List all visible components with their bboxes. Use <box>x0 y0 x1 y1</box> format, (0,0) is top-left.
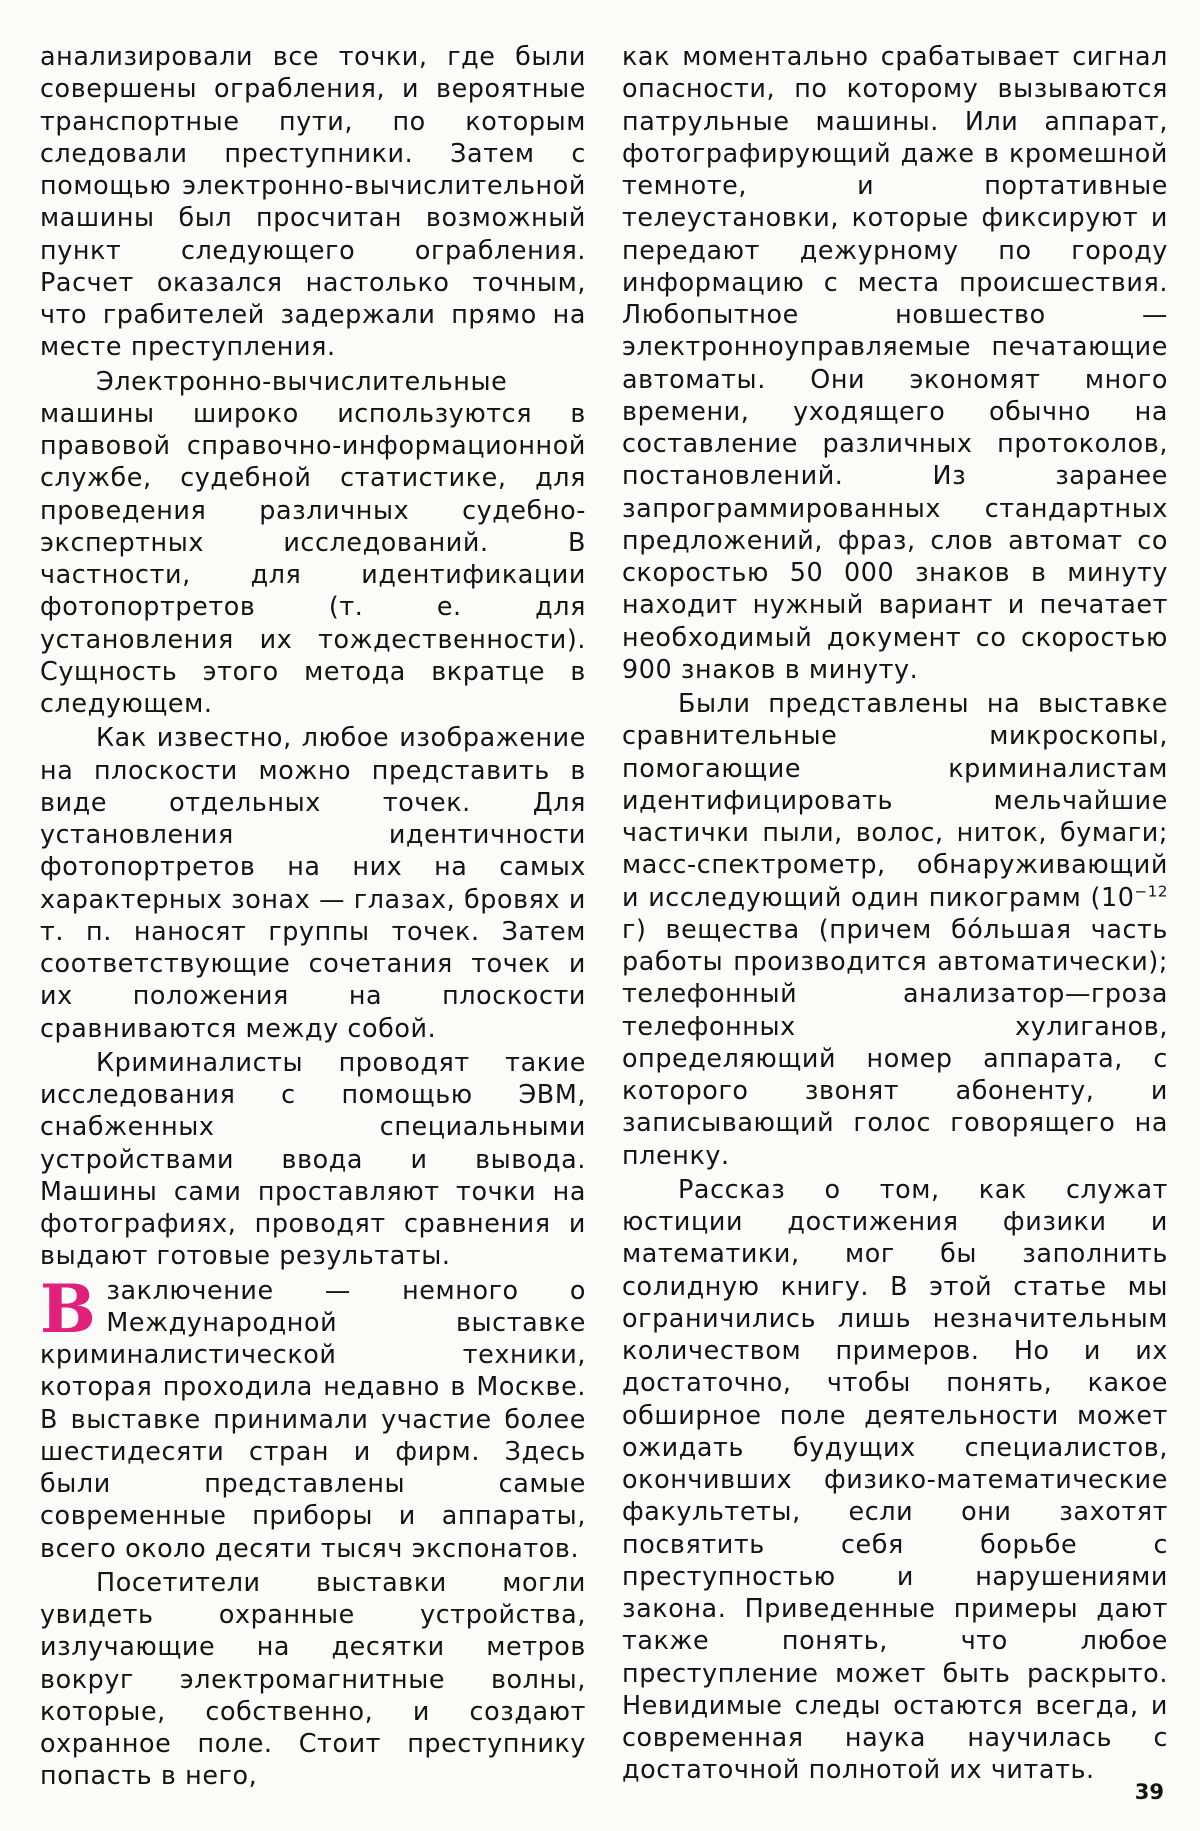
paragraph-text: Были представлены на выставке сравнительные микроскопы, помогающие криминалистам идентифицировать мельчайшие частички пыли, волос, ниток, бумаги; масс-спектрометр, обнаруживающий и исследующий один пикограмм (10 <box>622 688 1168 912</box>
paragraph: анализировали все точки, где были совершены ограбления, и вероятные транспортные пути, по которым следовали преступники. Затем с помощью электронно-вычислительной машины был просчитан возможный пункт следующего ограбления. Расчет оказался настолько точным, что грабителей задержали прямо на месте преступления. <box>40 41 586 362</box>
paragraph-with-dropcap <box>40 1269 586 1564</box>
paragraph: как моментально срабатывает сигнал опасности, по которому вызываются патрульные машины. Или аппарат, фотографирующий даже в кромешной темноте, и портативные телеустановки, которые фиксируют и передают дежурному по городу информацию с места происшествия. Любопытное новшество — электронноуправляемые печатающие автоматы. Они экономят много времени, уходящего обычно на составление различных протоколов, постановлений. Из заранее запрограммированных стандартных предложений, фраз, слов автомат со скоростью 50 000 знаков в минуту находит нужный вариант и печатает необходимый документ со скоростью 900 знаков в минуту. <box>622 41 1168 684</box>
drop-cap: В <box>40 1269 97 1348</box>
paragraph-text: г) вещества (причем бо́льшая часть работы производится автоматически); телефонный анализатор—гроза телефонных хулиганов, определяющий номер аппарата, с которого звонят абоненту, и записывающий голос говорящего на пленку. <box>622 913 1168 1170</box>
paragraph: Как известно, любое изображение на плоскости можно представить в виде отдельных точек. Для установления идентичности фотопортретов на них на самых характерных зонах — глазах, бровях и т. п. наносят группы точек. Затем соответствующие сочетания точек и их положения на плоскости сравниваются между собой. <box>40 722 586 1043</box>
exponent: −12 <box>1134 882 1168 901</box>
paragraph <box>622 687 1168 1171</box>
paragraph: Электронно-вычислительные машины широко используются в правовой справочно-информационной службе, судебной статистике, для проведения различных судебно-экспертных исследований. В частности, для идентификации фотопортретов (т. е. для установления их тождественности). Сущность этого метода вкратце в следующем. <box>40 365 586 718</box>
page-number: 39 <box>1134 1780 1164 1804</box>
paragraph-text: заключение — немного о Международной выставке криминалистической техники, которая проходила недавно в Москве. В выставке принимали участие более шестидесяти стран и фирм. Здесь были представлены самые современные приборы и аппараты, всего около десяти тысяч экспонатов. <box>40 1274 586 1563</box>
right-column <box>622 40 1168 1786</box>
left-column <box>40 40 586 1792</box>
paragraph: Криминалисты проводят такие исследования с помощью ЭВМ, снабженных специальными устройствами ввода и вывода. Машины сами проставляют точки на фотографиях, проводят сравнения и выдают готовые результаты. <box>40 1046 586 1271</box>
paragraph: Рассказ о том, как служат юстиции достижения физики и математики, мог бы заполнить солидную книгу. В этой статье мы ограничились лишь незначительным количеством примеров. Но и их достаточно, чтобы понять, какое обширное поле деятельности может ожидать будущих специалистов, окончивших физико-математические факультеты, если они захотят посвятить себя борьбе с преступностью и нарушениями закона. Приведенные примеры дают также понять, что любое преступление может быть раскрыто. Невидимые следы остаются всегда, и современная наука научилась с достаточной полнотой их читать. <box>622 1173 1168 1785</box>
paragraph: Посетители выставки могли увидеть охранные устройства, излучающие на десятки метров вокруг электромагнитные волны, которые, собственно, и создают охранное поле. Стоит преступнику попасть в него, <box>40 1566 586 1791</box>
